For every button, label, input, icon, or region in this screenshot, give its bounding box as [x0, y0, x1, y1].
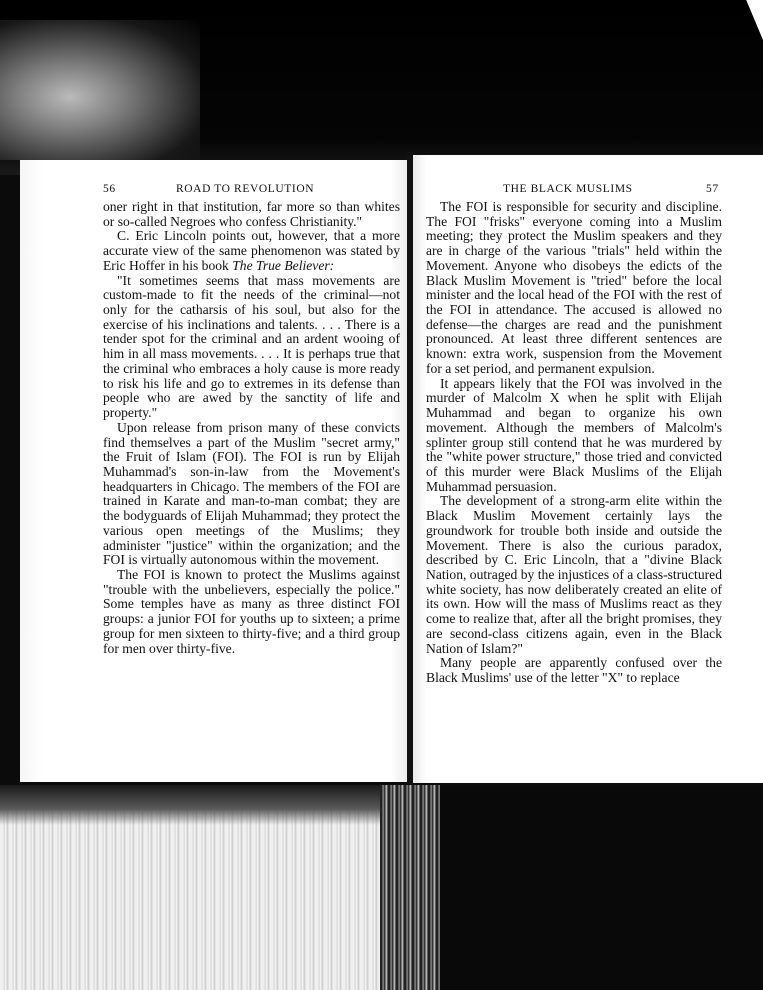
- paragraph: [103, 229, 400, 273]
- paragraph: It appears likely that the FOI was involved in the murder of Malcolm X when he split with Elijah Muhammad and began to organize his own movement. Although the members of Malcolm's splinter group still contend that he was murdered by the "white power structure," those tried and convicted of this murder were Black Muslims of the Elijah Muhammad persuasion.: [426, 375, 722, 494]
- right-page-body: [426, 200, 722, 686]
- book-gutter: [407, 152, 413, 784]
- block-quote: "It sometimes seems that mass movements are custom-made to fit the needs of the criminal—not only for the catharsis of his soul, but also for the exercise of his inclinations and talents. . . . There is a tender spot for the criminal and an ardent wooing of him in all mass movements. . . . It is perhaps true that the criminal who embraces a holy cause is more ready to risk his life and go to extremes in its defense than people who are awed by the sanctity of life and property.": [103, 272, 400, 421]
- paragraph: Many people are apparently confused over the Black Muslims' use of the letter "X" to replace: [426, 655, 722, 685]
- scan-distortion-right: [440, 785, 763, 990]
- left-page-body: [103, 200, 400, 656]
- paragraph: The FOI is responsible for security and discipline. The FOI "frisks" everyone coming into a Muslim meeting; they protect the Muslim speakers and they are in charge of the various "trials" held within the Movement. Anyone who disobeys the edicts of the Black Muslim Movement is "tried" before the local minister and the local head of the FOI with the rest of the FOI in attendance. The accused is allowed no defense—the charges are read and the punishment pronounced. At least three different sentences are known: extra work, suspension from the Movement for a set period, and permanent expulsion.: [426, 199, 722, 376]
- paragraph-text: C. Eric Lincoln points out, however, that a more accurate view of the same phenomenon was stated by Eric Hoffer in his book: [103, 228, 400, 273]
- right-page-number: 57: [706, 183, 719, 195]
- scan-distortion-shadow: [0, 785, 400, 825]
- scan-smudge: [0, 20, 200, 160]
- scan-distortion-gutter: [380, 785, 440, 990]
- book-title: The True Believer:: [232, 257, 335, 273]
- paragraph: The FOI is known to protect the Muslims against "trouble with the unbelievers, especially the police." Some temples have as many as three distinct FOI groups: a junior FOI for youths up to sixteen; a prime group for men sixteen to thirty-five; and a third group for men over thirty-five.: [103, 566, 400, 656]
- paragraph: oner right in that institution, far more so than whites or so-called Negroes who confess Christianity.": [103, 199, 400, 229]
- paragraph: The development of a strong-arm elite within the Black Muslim Movement certainly lays the groundwork for trouble both inside and outside the Movement. There is also the curious paradox, described by C. Eric Lincoln, that a "divine Black Nation, outraged by the injustices of a class-structured white society, has now deliberately created an elite of its own. How will the mass of Muslims react as they come to realize that, after all the bright promises, they are second-class citizens again, even in the Black Nation of Islam?": [426, 493, 722, 656]
- right-running-head: THE BLACK MUSLIMS: [503, 183, 633, 195]
- left-page-number: 56: [103, 183, 116, 195]
- paragraph: Upon release from prison many of these convicts find themselves a part of the Muslim "secret army," the Fruit of Islam (FOI). The FOI is run by Elijah Muhammad's son-in-law from the Movement's headquarters in Chicago. The members of the FOI are trained in Karate and man-to-man combat; they are the bodyguards of Elijah Muhammad; they protect the various open meetings of the Muslims; they administer "justice" within the organization; and the FOI is virtually autonomous within the movement.: [103, 419, 400, 568]
- left-running-head: ROAD TO REVOLUTION: [176, 183, 315, 195]
